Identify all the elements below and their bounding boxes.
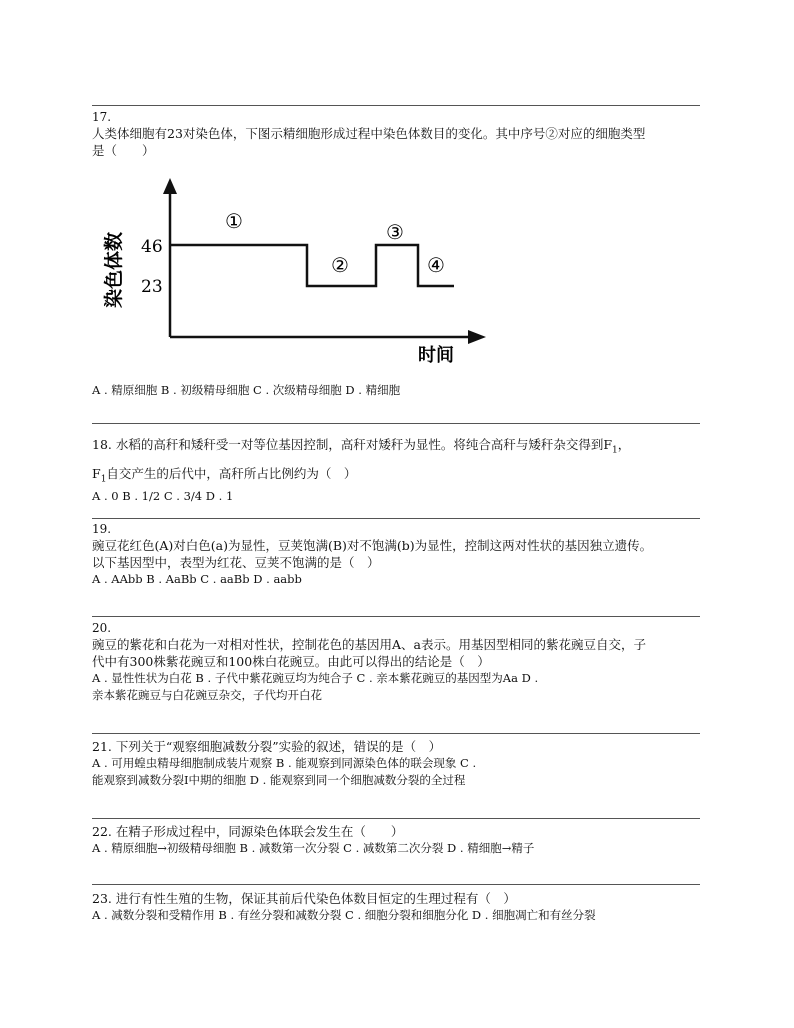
question-stem-line-1: 豌豆的紫花和白花为一对相对性状，控制花色的基因用A、a表示。用基因型相同的紫花豌豆自交，子 xyxy=(92,637,646,652)
stage-label-4: ④ xyxy=(427,253,445,277)
answer-options-line-1: A . 显性性状为白花 B . 子代中紫花豌豆均为纯合子 C . 亲本紫花豌豆的基因型为Aa D . xyxy=(92,671,539,685)
subscript: 1 xyxy=(612,445,618,456)
subscript: 1 xyxy=(100,474,107,484)
divider-22 xyxy=(92,818,700,819)
divider-19 xyxy=(92,518,700,519)
question-number: 19. xyxy=(92,522,112,536)
y-axis-arrow xyxy=(163,178,177,194)
question-stem: 21. 下列关于“观察细胞减数分裂”实验的叙述，错误的是（ ） xyxy=(92,739,442,754)
answer-options: A . 减数分裂和受精作用 B . 有丝分裂和减数分裂 C . 细胞分裂和细胞分化 D . 细胞凋亡和有丝分裂 xyxy=(92,908,596,922)
stem-text-end: ， xyxy=(617,437,631,452)
question-stem-line-2: 代中有300株紫花豌豆和100株白花豌豆。由此可以得出的结论是（ ） xyxy=(92,654,490,669)
answer-options-line-2: 能观察到减数分裂Ⅰ中期的细胞 D . 能观察到同一个细胞减数分裂的全过程 xyxy=(92,773,466,787)
stem-text: 18. 水稻的高秆和矮秆受一对等位基因控制，高秆对矮秆为显性。将纯合高秆与矮秆杂交得到F xyxy=(92,437,613,452)
stem-text: F xyxy=(92,465,101,481)
stem-text-end: 自交产生的后代中，高秆所占比例约为（ ） xyxy=(106,465,357,481)
tick-23: 23 xyxy=(141,277,163,297)
question-stem-line-1: 人类体细胞有23对染色体，下图示精细胞形成过程中染色体数目的变化。其中序号②对应的细胞类型 xyxy=(92,126,646,141)
question-19 xyxy=(92,522,700,588)
question-stem-line-2: 是（ ） xyxy=(92,143,155,158)
answer-options-line-1: A . 可用蝗虫精母细胞制成装片观察 B . 能观察到同源染色体的联会现象 C . xyxy=(92,756,477,770)
question-20 xyxy=(92,621,700,704)
answer-options: A . AAbb B . AaBb C . aaBb D . aabb xyxy=(92,572,302,586)
divider-20 xyxy=(92,616,700,617)
question-number: 20. xyxy=(92,621,112,635)
answer-options: A . 0 B . 1/2 C . 3/4 D . 1 xyxy=(92,489,234,503)
question-stem-line-1: 豌豆花红色(A)对白色(a)为显性，豆荚饱满(B)对不饱满(b)为显性，控制这两对性状的基因独立遗传。 xyxy=(92,538,653,553)
question-22 xyxy=(92,823,700,857)
stage-label-2: ② xyxy=(331,253,349,277)
answer-options: A . 精原细胞→初级精母细胞 B . 减数第一次分裂 C . 减数第二次分裂 D . 精细胞→精子 xyxy=(92,841,535,855)
tick-46: 46 xyxy=(141,237,163,257)
stage-label-1: ① xyxy=(225,209,243,233)
divider-18 xyxy=(92,423,700,424)
answer-options-line-2: 亲本紫花豌豆与白花豌豆杂交，子代均开白花 xyxy=(92,688,322,702)
stage-label-3: ③ xyxy=(386,220,404,244)
question-23 xyxy=(92,890,700,924)
question-17-options xyxy=(92,382,700,399)
question-number: 17. xyxy=(92,110,112,124)
question-stem: 22. 在精子形成过程中，同源染色体联会发生在（ ） xyxy=(92,824,404,839)
divider-21 xyxy=(92,733,700,734)
question-stem: 23. 进行有性生殖的生物，保证其前后代染色体数目恒定的生理过程有（ ） xyxy=(92,891,516,906)
question-stem-line-2 xyxy=(92,465,700,489)
divider-23 xyxy=(92,884,700,885)
x-axis-label: 时间 xyxy=(418,345,454,366)
question-21 xyxy=(92,738,700,789)
x-axis-arrow xyxy=(468,330,486,344)
y-axis-label: 染色体数 xyxy=(103,231,125,309)
answer-options: A . 精原细胞 B . 初级精母细胞 C . 次级精母细胞 D . 精细胞 xyxy=(92,383,401,397)
question-stem-line-1 xyxy=(92,436,700,460)
question-stem-line-2: 以下基因型中，表型为红花、豆荚不饱满的是（ ） xyxy=(92,555,380,570)
question-17 xyxy=(92,110,700,159)
chromosome-count-figure xyxy=(92,172,502,372)
question-18 xyxy=(92,436,700,505)
chromosome-step-line xyxy=(170,245,454,286)
divider-17 xyxy=(92,105,700,106)
